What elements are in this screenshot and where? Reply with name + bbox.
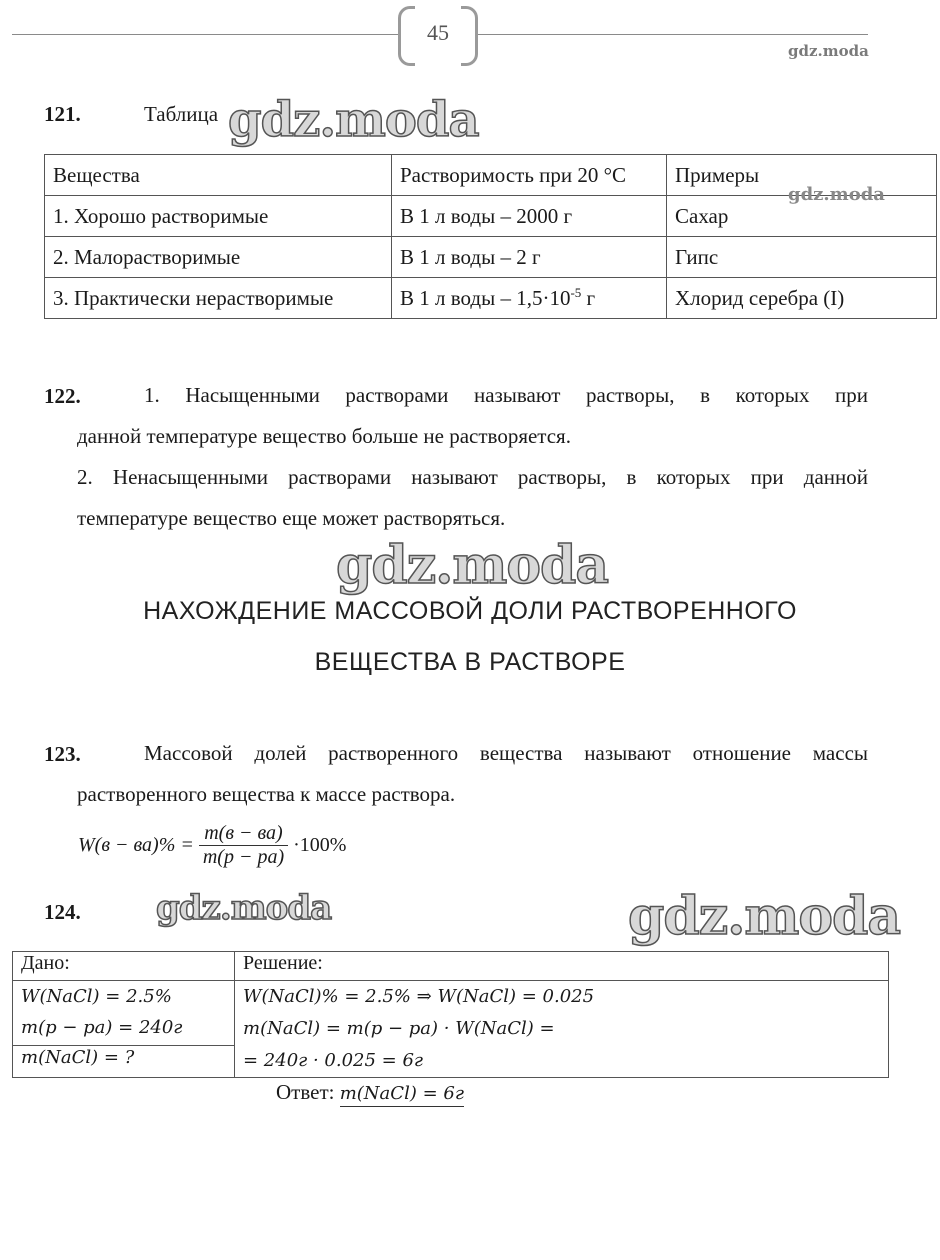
- watermark-2: gdz.moda: [336, 535, 609, 596]
- table-cell: В 1 л воды – 2000 г: [392, 196, 667, 237]
- given-cell: [13, 981, 235, 1046]
- given-line2: m(p − pa) = 240г: [21, 1017, 183, 1038]
- watermark-header: gdz.moda: [788, 42, 869, 60]
- table-header-row: [13, 952, 889, 981]
- watermark-table: gdz.moda: [788, 184, 885, 205]
- formula-right: ·100%: [293, 834, 347, 856]
- solution-cell: [235, 981, 889, 1078]
- solution-line3: = 240г · 0.025 = 6г: [243, 1050, 424, 1071]
- problem-table: [12, 951, 889, 1078]
- given-line1: W(NaCl) = 2.5%: [21, 986, 172, 1007]
- table-cell-text: В 1 л воды – 1,5·10: [400, 286, 571, 310]
- table-cell-solubility: [392, 278, 667, 319]
- find-cell: [13, 1046, 235, 1078]
- given-header: Дано:: [13, 952, 235, 981]
- unit: г: [581, 286, 596, 310]
- header-rule-right: [478, 34, 868, 35]
- table-header-cell: Вещества: [45, 155, 392, 196]
- table-cell: Гипс: [667, 237, 937, 278]
- task-123-line2: растворенного вещества к массе раствора.: [77, 782, 456, 806]
- table-row: [13, 981, 889, 1046]
- task-122-number: 122.: [44, 384, 81, 408]
- table-row: [45, 278, 937, 319]
- task-122-line2: данной температуре вещество больше не растворяется.: [77, 424, 571, 448]
- task-121-number: 121.: [44, 102, 81, 126]
- table-cell: 1. Хорошо растворимые: [45, 196, 392, 237]
- section-heading-line1: НАХОЖДЕНИЕ МАССОВОЙ ДОЛИ РАСТВОРЕННОГО: [143, 597, 797, 625]
- answer-value: m(NaCl) = 6г: [340, 1083, 464, 1107]
- watermark-3: gdz.moda: [156, 888, 332, 928]
- task-123-number: 123.: [44, 742, 81, 766]
- watermark-4: gdz.moda: [628, 886, 901, 947]
- task-122-line4: температуре вещество еще может растворяться.: [77, 506, 506, 530]
- table-cell: В 1 л воды – 2 г: [392, 237, 667, 278]
- section-heading-line2: ВЕЩЕСТВА В РАСТВОРЕ: [314, 648, 626, 676]
- table-cell: 2. Малорастворимые: [45, 237, 392, 278]
- solubility-table: [44, 154, 937, 319]
- find-value: m(NaCl) = ?: [21, 1047, 135, 1068]
- solution-line2: m(NaCl) = m(p − pa) · W(NaCl) =: [243, 1018, 555, 1039]
- header-rule-left: [12, 34, 400, 35]
- mass-fraction-formula: [78, 822, 346, 869]
- formula-fraction: [199, 822, 288, 869]
- task-124-number: 124.: [44, 900, 81, 924]
- formula-numerator: m(в − ва): [199, 822, 288, 846]
- table-cell: 3. Практически нерастворимые: [45, 278, 392, 319]
- exponent: -5: [570, 285, 582, 300]
- table-header-cell: Растворимость при 20 °C: [392, 155, 667, 196]
- watermark-1: gdz.moda: [228, 92, 479, 148]
- table-cell: Хлорид серебра (I): [667, 278, 937, 319]
- task-122-line3: 2. Ненасыщенными растворами называют растворы, в которых при данной: [77, 465, 868, 489]
- task-123-line1: Массовой долей растворенного вещества называют отношение массы: [144, 741, 868, 765]
- task-122-line1: 1. Насыщенными растворами называют растворы, в которых при: [144, 383, 868, 407]
- solution-header: Решение:: [235, 952, 889, 981]
- table-cell: Сахар: [667, 196, 937, 237]
- formula-left: W(в − ва)% =: [78, 834, 194, 856]
- solution-line1: W(NaCl)% = 2.5% ⇒ W(NaCl) = 0.025: [243, 986, 595, 1007]
- answer-label: Ответ:: [276, 1080, 335, 1104]
- table-header-cell: Примеры: [667, 155, 937, 196]
- page-number: 45: [427, 20, 449, 45]
- page-number-box: [398, 6, 478, 62]
- task-121-title: Таблица: [144, 102, 219, 126]
- answer: [276, 1080, 464, 1105]
- table-row: [45, 237, 937, 278]
- formula-denominator: m(p − pa): [202, 846, 285, 868]
